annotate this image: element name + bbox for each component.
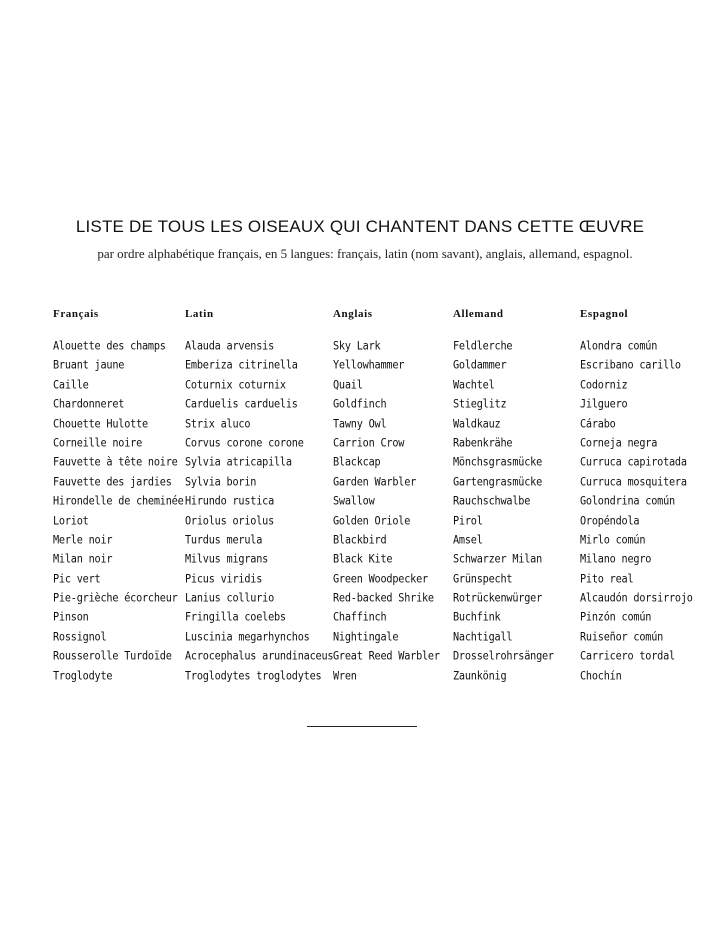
table-cell: Carrion Crow (333, 437, 405, 450)
table-cell: Oriolus oriolus (185, 514, 275, 528)
table-cell: Alcaudón dorsirrojo (580, 592, 693, 605)
table-cell: Nachtigall (453, 631, 513, 644)
table-cell: Tawny Owl (333, 417, 387, 431)
table-cell: Milvus migrans (185, 553, 269, 566)
column-francais (53, 306, 184, 686)
table-cell: Drosselrohrsänger (453, 650, 554, 663)
table-cell: Curruca mosquitera (580, 476, 687, 489)
table-cell: Sylvia borin (185, 476, 257, 489)
table-cell: Loriot (53, 514, 89, 528)
column-espagnol (580, 306, 693, 686)
table-cell: Pito real (580, 573, 634, 586)
table-cell: Goldammer (453, 359, 507, 373)
table-cell: Ruiseñor común (580, 631, 664, 644)
table-cell: Acrocephalus arundinaceus (185, 650, 334, 663)
table-cell: Chaffinch (333, 611, 387, 625)
closing-divider (307, 726, 417, 727)
table-cell: Golden Oriole (333, 514, 411, 528)
table-cell: Rotrückenwürger (453, 592, 543, 605)
table-cell: Coturnix coturnix (185, 379, 286, 392)
table-cell: Turdus merula (185, 534, 263, 547)
table-cell: Rousserolle Turdoïde (53, 650, 172, 663)
table-cell: Goldfinch (333, 398, 387, 411)
table-cell: Pic vert (53, 573, 101, 586)
table-cell: Carduelis carduelis (185, 398, 298, 411)
table-cell: Nightingale (333, 631, 399, 644)
table-cell: Chardonneret (53, 398, 125, 411)
column-header: Anglais (333, 308, 373, 320)
table-cell: Curruca capirotada (580, 456, 687, 469)
table-cell: Escribano carillo (580, 359, 681, 373)
table-cell: Blackcap (333, 456, 381, 469)
table-cell: Pinson (53, 611, 89, 625)
table-cell: Milano negro (580, 553, 652, 566)
table-cell: Corvus corone corone (185, 437, 304, 450)
table-cell: Hirondelle de cheminée (53, 495, 184, 508)
table-cell: Swallow (333, 495, 375, 508)
table-cell: Milan noir (53, 553, 113, 566)
table-cell: Merle noir (53, 534, 113, 547)
table-cell: Cárabo (580, 417, 616, 431)
table-cell: Corneille noire (53, 437, 143, 450)
table-cell: Picus viridis (185, 573, 263, 586)
table-cell: Jilguero (580, 398, 628, 411)
table-cell: Troglodyte (53, 669, 113, 683)
table-cell: Alouette des champs (53, 340, 166, 353)
table-cell: Bruant jaune (53, 359, 125, 373)
page-subtitle: par ordre alphabétique français, en 5 langues: français, latin (nom savant), anglais, allemand, espagnol. (97, 246, 633, 261)
table-cell: Black Kite (333, 553, 393, 566)
table-cell: Rabenkrähe (453, 437, 513, 450)
table-cell: Pinzón común (580, 611, 652, 625)
table-cell: Rossignol (53, 631, 107, 644)
table-cell: Hirundo rustica (185, 495, 275, 508)
table-cell: Gartengrasmücke (453, 476, 543, 489)
table-cell: Corneja negra (580, 437, 658, 450)
table-cell: Codorniz (580, 379, 628, 392)
column-latin (185, 306, 333, 686)
table-cell: Wachtel (453, 379, 495, 392)
table-cell: Emberiza citrinella (185, 359, 298, 373)
table-cell: Red-backed Shrike (333, 592, 434, 605)
table-cell: Alauda arvensis (185, 340, 275, 353)
page-title: LISTE DE TOUS LES OISEAUX QUI CHANTENT DANS CETTE ŒUVRE (75, 217, 645, 236)
table-cell: Yellowhammer (333, 359, 405, 373)
table-cell: Troglodytes troglodytes (185, 669, 322, 683)
table-cell: Garden Warbler (333, 476, 417, 489)
table-cell: Lanius collurio (185, 592, 275, 605)
column-header: Latin (185, 308, 214, 320)
table-cell: Buchfink (453, 611, 501, 625)
table-cell: Blackbird (333, 534, 387, 547)
table-cell: Rauchschwalbe (453, 495, 531, 508)
table-cell: Quail (333, 379, 363, 392)
table-cell: Alondra común (580, 340, 658, 353)
table-cell: Oropéndola (580, 514, 640, 528)
column-anglais (333, 306, 440, 686)
table-cell: Zaunkönig (453, 669, 507, 683)
column-header: Français (53, 308, 99, 320)
table-cell: Green Woodpecker (333, 573, 428, 586)
table-cell: Pie-grièche écorcheur (53, 592, 178, 605)
table-cell: Feldlerche (453, 340, 513, 353)
table-cell: Great Reed Warbler (333, 650, 440, 663)
table-cell: Mirlo común (580, 534, 646, 547)
table-cell: Schwarzer Milan (453, 553, 543, 566)
table-cell: Chochín (580, 669, 622, 683)
table-cell: Amsel (453, 534, 483, 547)
table-cell: Luscinia megarhynchos (185, 631, 310, 644)
table-cell: Golondrina común (580, 495, 675, 508)
table-cell: Grünspecht (453, 573, 513, 586)
table-cell: Fauvette des jardies (53, 476, 172, 489)
table-cell: Carricero tordal (580, 650, 675, 663)
table-cell: Sky Lark (333, 340, 381, 353)
table-cell: Mönchsgrasmücke (453, 456, 543, 469)
table-cell: Waldkauz (453, 417, 501, 431)
table-cell: Caille (53, 379, 89, 392)
table-cell: Sylvia atricapilla (185, 456, 292, 469)
table-cell: Fringilla coelebs (185, 611, 286, 625)
table-cell: Fauvette à tête noire (53, 456, 178, 469)
column-header: Espagnol (580, 308, 629, 320)
table-cell: Strix aluco (185, 417, 251, 431)
column-header: Allemand (453, 308, 504, 320)
table-cell: Pirol (453, 514, 483, 528)
table-cell: Stieglitz (453, 398, 507, 411)
column-allemand (453, 306, 554, 686)
table-cell: Chouette Hulotte (53, 417, 148, 431)
table-cell: Wren (333, 669, 357, 683)
